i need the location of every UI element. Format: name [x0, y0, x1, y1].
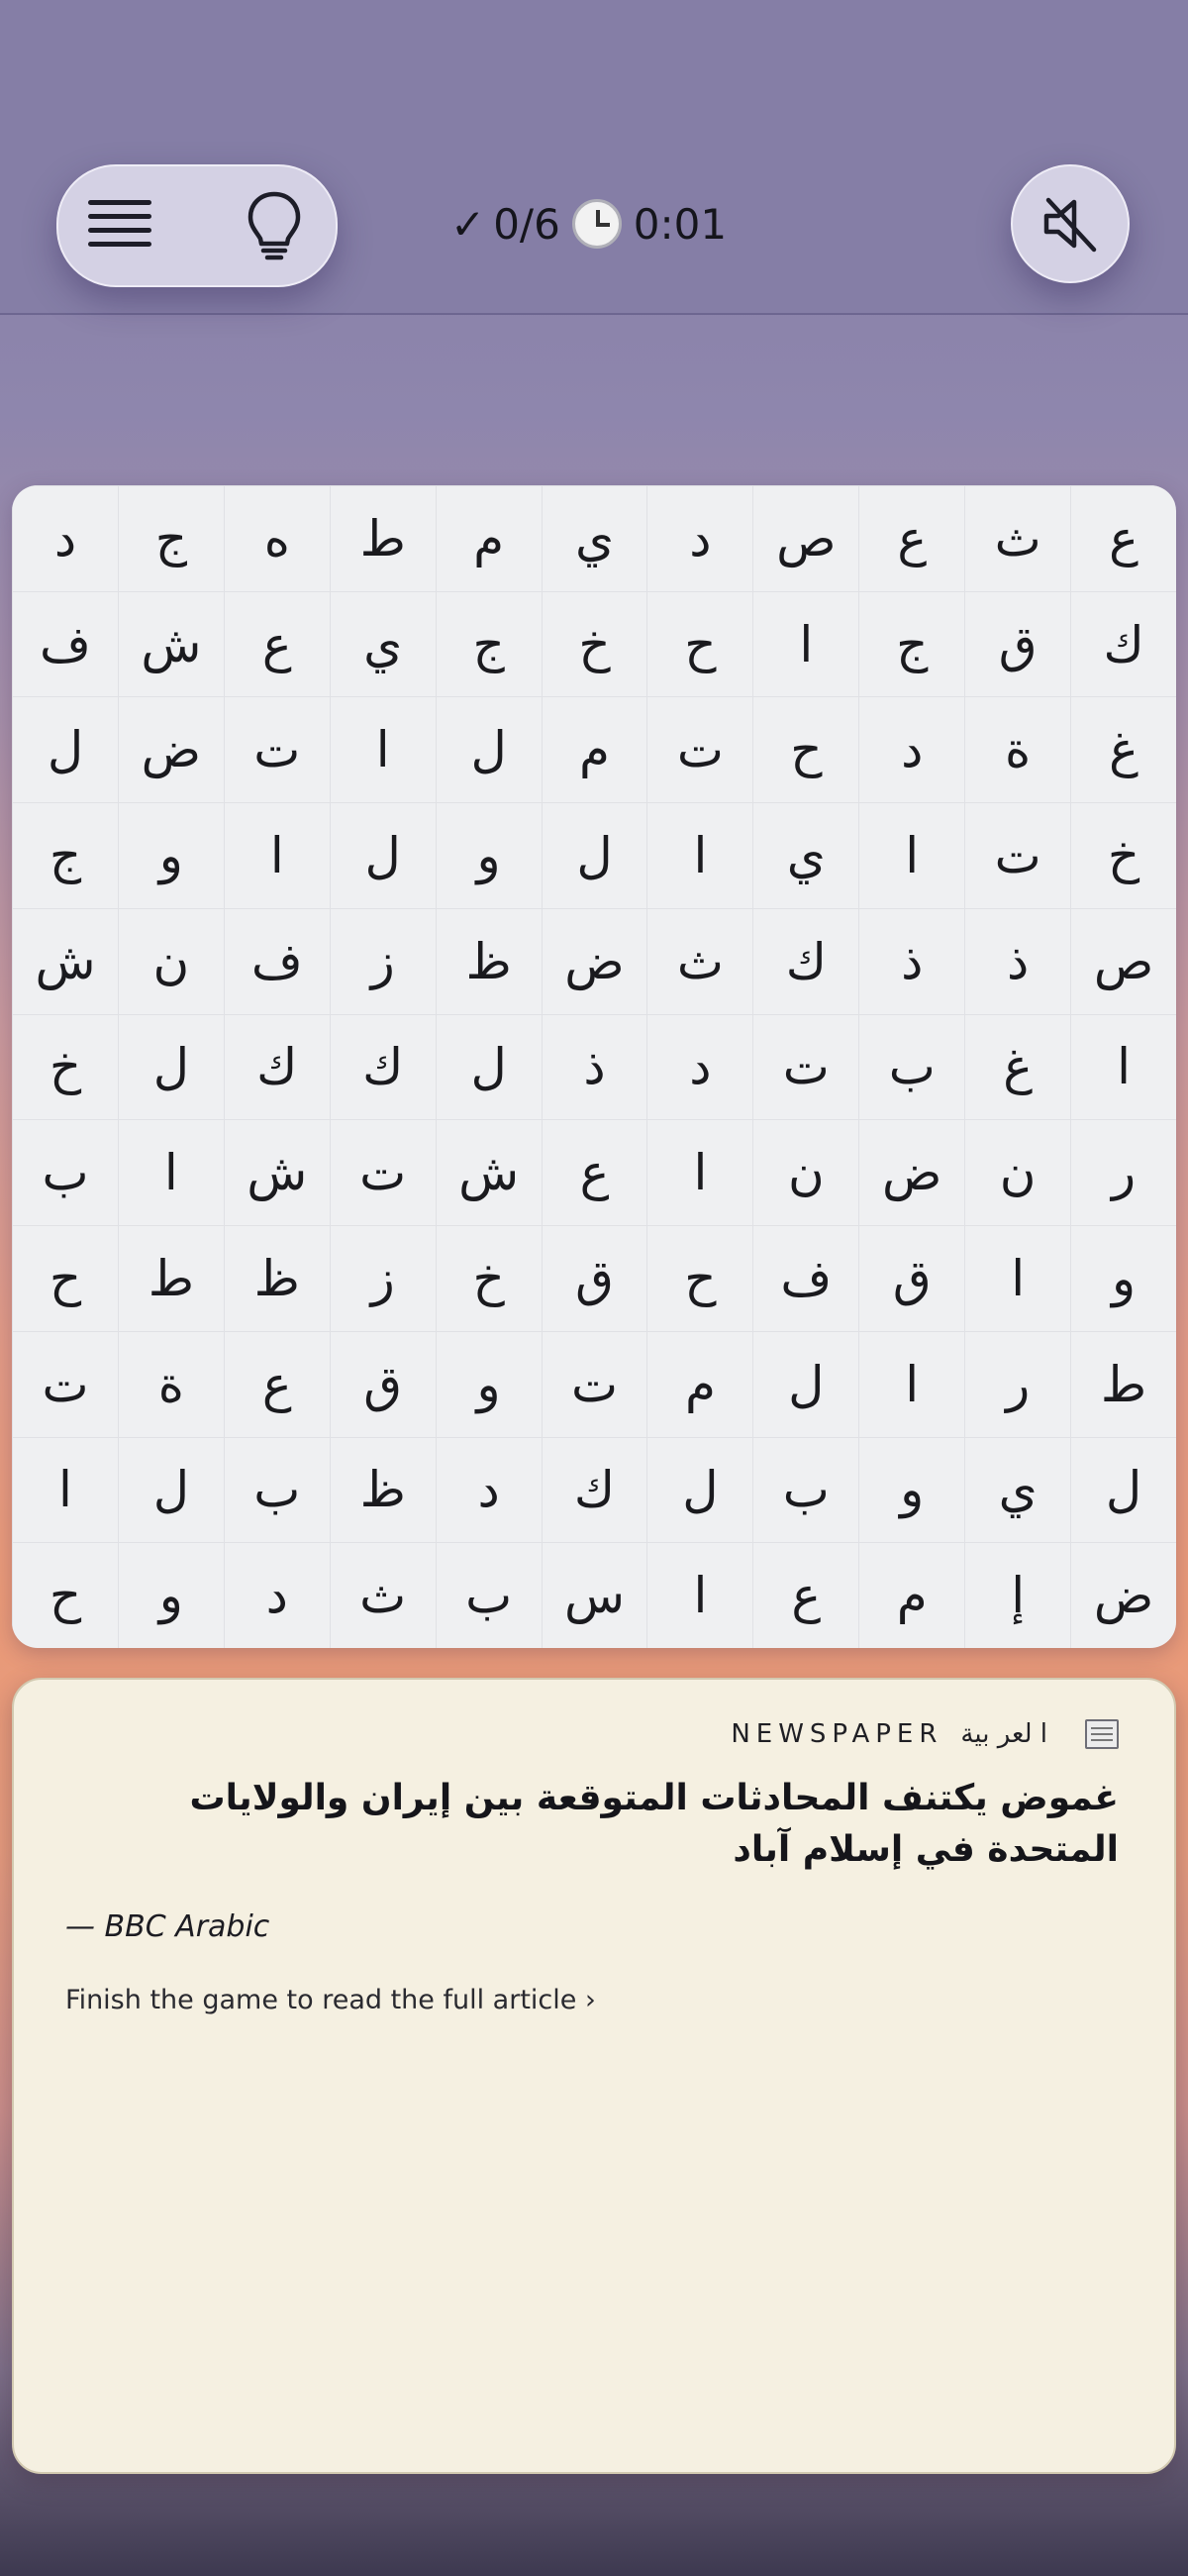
grid-cell[interactable]: ل	[118, 1014, 224, 1120]
lightbulb-icon[interactable]	[245, 190, 304, 261]
grid-cell[interactable]: ا	[964, 1225, 1070, 1331]
clock-icon	[572, 199, 622, 249]
grid-cell[interactable]: ض	[118, 696, 224, 802]
grid-cell[interactable]: ت	[224, 696, 330, 802]
grid-cell[interactable]: و	[118, 1542, 224, 1648]
grid-cell[interactable]: ش	[12, 908, 118, 1014]
grid-cell[interactable]: ق	[542, 1225, 647, 1331]
grid-cell[interactable]: ج	[858, 591, 964, 697]
grid-cell[interactable]: س	[542, 1542, 647, 1648]
grid-cell[interactable]: ا	[118, 1119, 224, 1225]
grid-cell[interactable]: ق	[964, 591, 1070, 697]
grid-cell[interactable]: ف	[752, 1225, 858, 1331]
grid-cell[interactable]: ل	[436, 696, 542, 802]
check-mark: ✓	[450, 199, 486, 249]
grid-cell[interactable]: ل	[118, 1437, 224, 1543]
grid-cell[interactable]: د	[436, 1437, 542, 1543]
grid-cell[interactable]: ث	[646, 908, 752, 1014]
grid-cell[interactable]: ض	[1070, 1542, 1176, 1648]
grid-cell[interactable]: خ	[436, 1225, 542, 1331]
grid-cell[interactable]: ر	[1070, 1119, 1176, 1225]
grid-cell[interactable]: ز	[330, 908, 436, 1014]
grid-cell[interactable]: ج	[12, 802, 118, 908]
grid-cell[interactable]: خ	[1070, 802, 1176, 908]
grid-cell[interactable]: ص	[752, 485, 858, 591]
grid-cell[interactable]: ت	[964, 802, 1070, 908]
grid-cell[interactable]: و	[436, 1331, 542, 1437]
grid-cell[interactable]: ص	[1070, 908, 1176, 1014]
grid-cell[interactable]: ا	[12, 1437, 118, 1543]
toolbar-pill	[56, 164, 338, 287]
grid-cell[interactable]: ع	[1070, 485, 1176, 591]
grid-cell[interactable]: د	[646, 1014, 752, 1120]
grid-cell[interactable]: ط	[118, 1225, 224, 1331]
grid-cell[interactable]: ك	[752, 908, 858, 1014]
grid-cell[interactable]: ت	[12, 1331, 118, 1437]
grid-cell[interactable]: ل	[1070, 1437, 1176, 1543]
finish-game-link[interactable]: Finish the game to read the full article ›	[65, 1985, 596, 2015]
grid-cell[interactable]: ذ	[858, 908, 964, 1014]
grid-cell[interactable]: د	[858, 696, 964, 802]
grid-cell[interactable]: ث	[330, 1542, 436, 1648]
grid-cell[interactable]: ع	[752, 1542, 858, 1648]
grid-cell[interactable]: ا	[646, 1542, 752, 1648]
grid-cell[interactable]: ع	[224, 1331, 330, 1437]
grid-cell[interactable]: غ	[964, 1014, 1070, 1120]
grid-cell[interactable]: ط	[1070, 1331, 1176, 1437]
grid-cell[interactable]: ح	[646, 1225, 752, 1331]
timer: 0:01	[633, 199, 728, 249]
grid-cell[interactable]: ر	[964, 1331, 1070, 1437]
newspaper-label-ar: ا لعر بية	[960, 1719, 1047, 1749]
newspaper-icon	[1085, 1719, 1119, 1749]
grid-cell[interactable]: ا	[858, 1331, 964, 1437]
grid-cell[interactable]: ل	[330, 802, 436, 908]
grid-cell[interactable]: ب	[436, 1542, 542, 1648]
grid-cell[interactable]: م	[858, 1542, 964, 1648]
grid-cell[interactable]: ذ	[542, 1014, 647, 1120]
grid-cell[interactable]: ز	[330, 1225, 436, 1331]
menu-icon[interactable]	[88, 196, 151, 256]
grid-cell[interactable]: ك	[542, 1437, 647, 1543]
grid-cell[interactable]: ظ	[436, 908, 542, 1014]
grid-cell[interactable]: ح	[12, 1225, 118, 1331]
grid-cell[interactable]: ا	[646, 1119, 752, 1225]
grid-cell[interactable]: ت	[646, 696, 752, 802]
newspaper-label	[731, 1719, 1119, 1749]
grid-cell[interactable]: ف	[224, 908, 330, 1014]
grid-cell[interactable]: ض	[858, 1119, 964, 1225]
grid-cell[interactable]: ب	[858, 1014, 964, 1120]
grid-cell[interactable]: و	[858, 1437, 964, 1543]
grid-cell[interactable]: ح	[646, 591, 752, 697]
grid-cell[interactable]: و	[1070, 1225, 1176, 1331]
grid-cell[interactable]: ة	[118, 1331, 224, 1437]
grid-cell[interactable]: ظ	[330, 1437, 436, 1543]
mute-button[interactable]	[1011, 164, 1130, 283]
grid-cell[interactable]: ن	[752, 1119, 858, 1225]
grid-cell[interactable]: ت	[752, 1014, 858, 1120]
grid-cell[interactable]: ع	[542, 1119, 647, 1225]
grid-cell[interactable]: غ	[1070, 696, 1176, 802]
grid-cell[interactable]: م	[646, 1331, 752, 1437]
grid-cell[interactable]: ا	[224, 802, 330, 908]
grid-cell[interactable]: د	[12, 485, 118, 591]
grid-cell[interactable]: ن	[118, 908, 224, 1014]
grid-cell[interactable]: م	[542, 696, 647, 802]
grid-cell[interactable]: و	[118, 802, 224, 908]
grid-cell[interactable]: ل	[646, 1437, 752, 1543]
grid-cell[interactable]: ا	[1070, 1014, 1176, 1120]
top-bar	[0, 0, 1188, 315]
grid-cell[interactable]: ا	[646, 802, 752, 908]
grid-cell[interactable]: ب	[752, 1437, 858, 1543]
grid-cell[interactable]: ه	[224, 485, 330, 591]
grid-cell[interactable]: ق	[330, 1331, 436, 1437]
grid-cell[interactable]: ك	[330, 1014, 436, 1120]
grid-cell[interactable]: ا	[752, 591, 858, 697]
grid-cell[interactable]: ذ	[964, 908, 1070, 1014]
game-status	[450, 194, 727, 254]
grid-cell[interactable]: ك	[224, 1014, 330, 1120]
grid-cell[interactable]: د	[224, 1542, 330, 1648]
grid-cell[interactable]: ع	[858, 485, 964, 591]
grid-cell[interactable]: ب	[224, 1437, 330, 1543]
grid-cell[interactable]: ف	[12, 591, 118, 697]
grid-cell[interactable]: ت	[330, 1119, 436, 1225]
grid-cell[interactable]: ي	[542, 485, 647, 591]
word-search-grid	[12, 485, 1176, 1648]
newspaper-label-en: NEWSPAPER	[731, 1719, 943, 1749]
grid-cell[interactable]: ش	[118, 591, 224, 697]
grid-cell[interactable]: ح	[752, 696, 858, 802]
grid-cell[interactable]: ض	[542, 908, 647, 1014]
grid-cell[interactable]: ل	[542, 802, 647, 908]
grid-cell[interactable]: ط	[330, 485, 436, 591]
grid-cell[interactable]: إ	[964, 1542, 1070, 1648]
grid-cell[interactable]: ش	[224, 1119, 330, 1225]
grid-cell[interactable]: ب	[12, 1119, 118, 1225]
grid-cell[interactable]: خ	[542, 591, 647, 697]
speaker-muted-icon	[1039, 192, 1102, 256]
grid-cell[interactable]: خ	[12, 1014, 118, 1120]
grid-cell[interactable]: ل	[752, 1331, 858, 1437]
grid-cell[interactable]: ث	[964, 485, 1070, 591]
grid-cell[interactable]: ح	[12, 1542, 118, 1648]
grid-cell[interactable]: د	[646, 485, 752, 591]
grid-cell[interactable]: ظ	[224, 1225, 330, 1331]
grid-cell[interactable]: ع	[224, 591, 330, 697]
grid-cell[interactable]: ي	[964, 1437, 1070, 1543]
grid-cell[interactable]: ي	[752, 802, 858, 908]
grid-cell[interactable]: ا	[330, 696, 436, 802]
grid-cell[interactable]: ك	[1070, 591, 1176, 697]
grid-cell[interactable]: ل	[12, 696, 118, 802]
grid-cell[interactable]: ل	[436, 1014, 542, 1120]
grid-cell[interactable]: ق	[858, 1225, 964, 1331]
grid-cell[interactable]: ت	[542, 1331, 647, 1437]
article-headline: غموض يكتنف المحادثات المتوقعة بين إيران والولايات المتحدة في إسلام آباد	[189, 1778, 1119, 1870]
grid-cell[interactable]: ج	[118, 485, 224, 591]
words-found-count: 0/6	[493, 199, 560, 249]
grid-cell[interactable]: ج	[436, 591, 542, 697]
article-card	[12, 1678, 1176, 2474]
grid-cell[interactable]: ن	[964, 1119, 1070, 1225]
article-byline: — BBC Arabic	[65, 1909, 270, 1944]
grid-cell[interactable]: م	[436, 485, 542, 591]
grid-cell[interactable]: ي	[330, 591, 436, 697]
grid-cell[interactable]: ة	[964, 696, 1070, 802]
grid-cell[interactable]: ا	[858, 802, 964, 908]
grid-cell[interactable]: و	[436, 802, 542, 908]
grid-cell[interactable]: ش	[436, 1119, 542, 1225]
